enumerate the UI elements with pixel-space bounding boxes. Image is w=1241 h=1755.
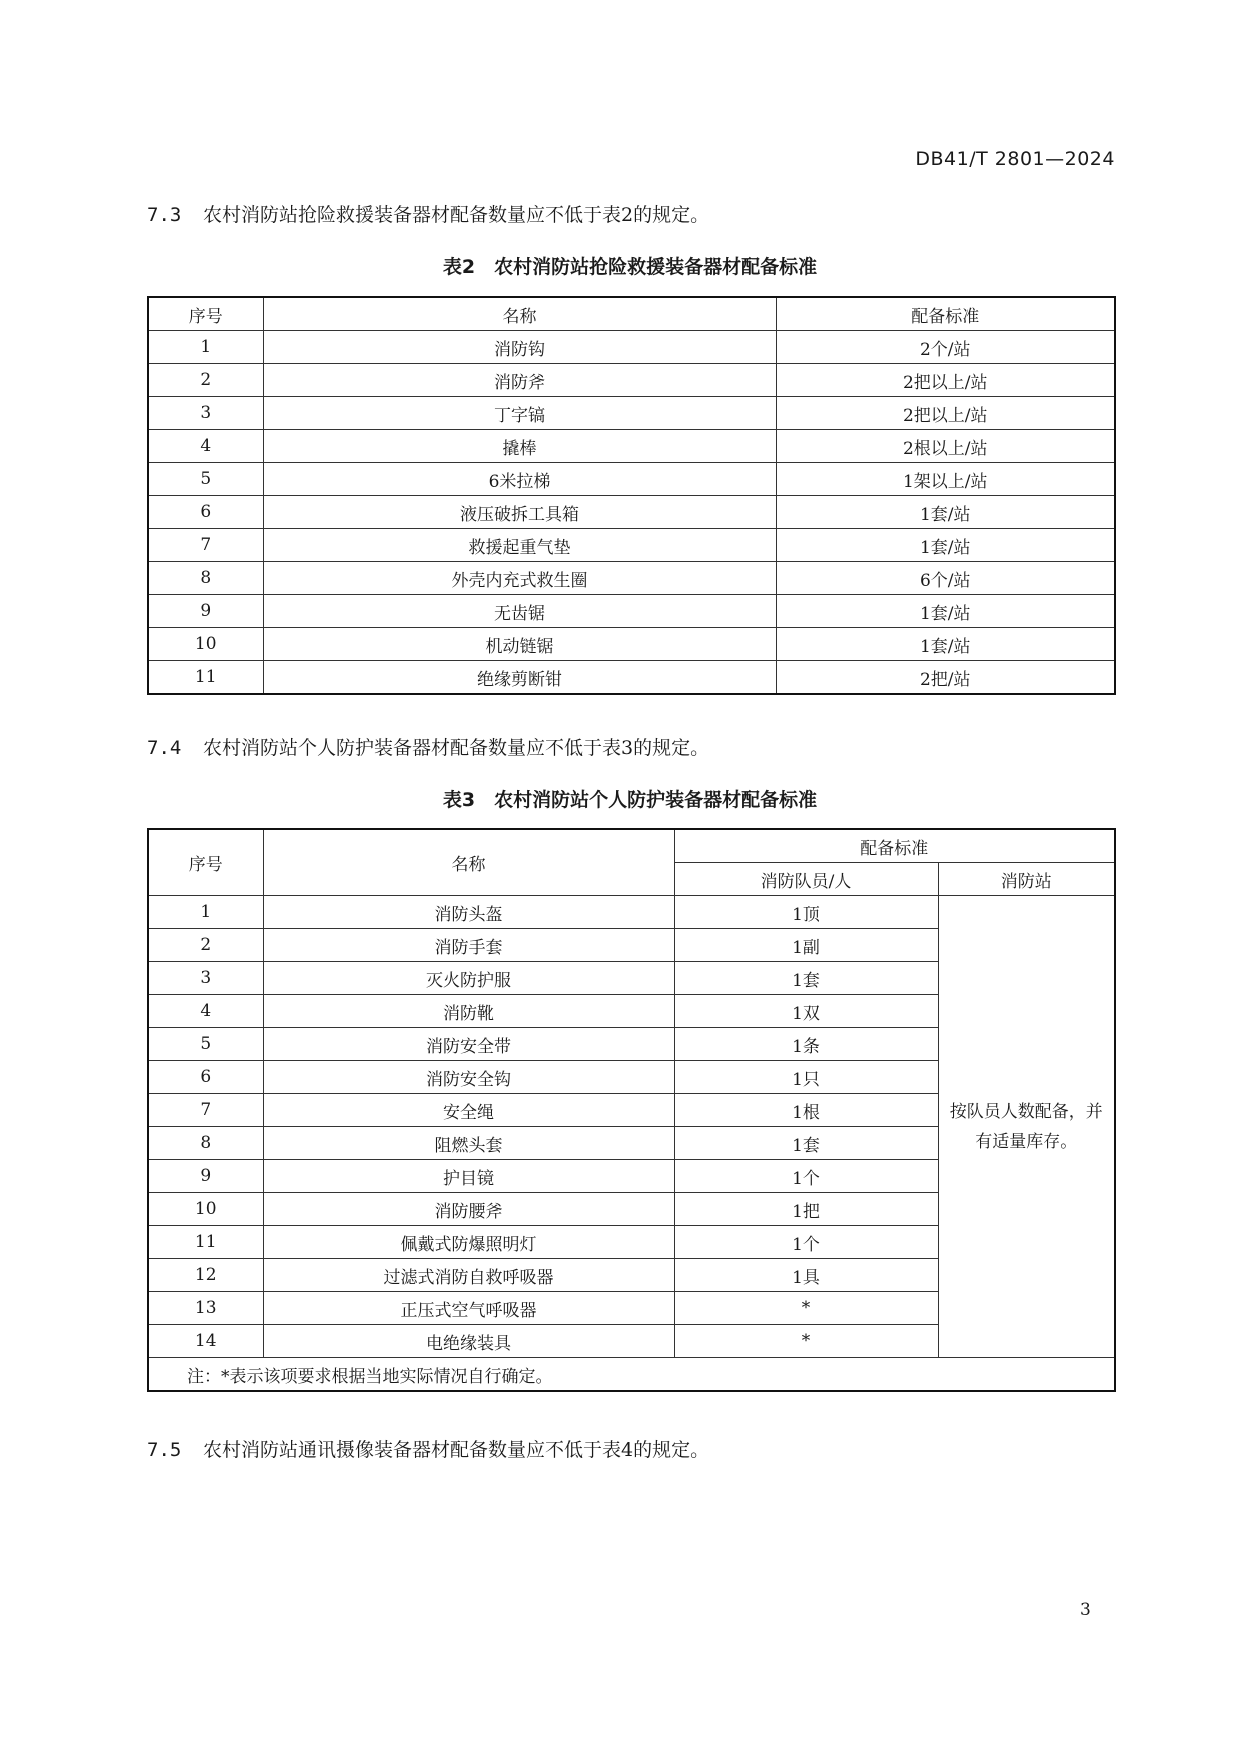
- row-number: 2: [148, 364, 263, 397]
- clause-number: 7.5: [147, 1439, 182, 1461]
- table3-note-row: [148, 1358, 1115, 1392]
- item-name: 液压破拆工具箱: [263, 496, 776, 529]
- table-row: [148, 896, 1115, 929]
- row-number: 11: [148, 1226, 263, 1259]
- row-number: 7: [148, 1094, 263, 1127]
- table-row: [148, 496, 1115, 529]
- row-number: 13: [148, 1292, 263, 1325]
- clause-number: 7.4: [147, 737, 182, 759]
- table2: [147, 296, 1116, 695]
- column-header: 序号: [148, 297, 263, 331]
- clause-7-4: [147, 735, 709, 761]
- member-quota: 1具: [674, 1259, 938, 1292]
- row-number: 5: [148, 463, 263, 496]
- member-quota: *: [674, 1292, 938, 1325]
- clause-number: 7.3: [147, 204, 182, 226]
- row-number: 2: [148, 929, 263, 962]
- column-header-group: 配备标准: [674, 829, 1115, 863]
- row-number: 6: [148, 496, 263, 529]
- table2-body: [148, 331, 1115, 695]
- member-quota: 1顶: [674, 896, 938, 929]
- item-name: 消防钩: [263, 331, 776, 364]
- item-name: 过滤式消防自救呼吸器: [263, 1259, 674, 1292]
- item-name: 消防斧: [263, 364, 776, 397]
- table-row: [148, 397, 1115, 430]
- column-header: 消防队员/人: [674, 863, 938, 896]
- row-number: 10: [148, 1193, 263, 1226]
- item-name: 正压式空气呼吸器: [263, 1292, 674, 1325]
- row-number: 3: [148, 962, 263, 995]
- item-name: 灭火防护服: [263, 962, 674, 995]
- row-number: 12: [148, 1259, 263, 1292]
- quota: 1架以上/站: [776, 463, 1115, 496]
- table-row: [148, 463, 1115, 496]
- row-number: 7: [148, 529, 263, 562]
- table-row: [148, 661, 1115, 695]
- member-quota: 1根: [674, 1094, 938, 1127]
- member-quota: 1个: [674, 1160, 938, 1193]
- row-number: 1: [148, 896, 263, 929]
- table-row: [148, 628, 1115, 661]
- table-row: [148, 364, 1115, 397]
- column-header: 配备标准: [776, 297, 1115, 331]
- row-number: 9: [148, 595, 263, 628]
- item-name: 佩戴式防爆照明灯: [263, 1226, 674, 1259]
- member-quota: 1只: [674, 1061, 938, 1094]
- column-header: 名称: [263, 297, 776, 331]
- clause-text: 农村消防站个人防护装备器材配备数量应不低于表3的规定。: [203, 737, 710, 759]
- table-note: 注：*表示该项要求根据当地实际情况自行确定。: [148, 1358, 1115, 1392]
- member-quota: 1套: [674, 962, 938, 995]
- item-name: 阻燃头套: [263, 1127, 674, 1160]
- item-name: 消防头盔: [263, 896, 674, 929]
- item-name: 安全绳: [263, 1094, 674, 1127]
- item-name: 外壳内充式救生圈: [263, 562, 776, 595]
- member-quota: 1个: [674, 1226, 938, 1259]
- table-row: [148, 562, 1115, 595]
- table3: [147, 828, 1116, 1392]
- row-number: 1: [148, 331, 263, 364]
- column-header: 名称: [263, 829, 674, 896]
- clause-text: 农村消防站通讯摄像装备器材配备数量应不低于表4的规定。: [203, 1439, 710, 1461]
- quota: 2根以上/站: [776, 430, 1115, 463]
- item-name: 无齿锯: [263, 595, 776, 628]
- member-quota: 1把: [674, 1193, 938, 1226]
- row-number: 10: [148, 628, 263, 661]
- table3-header-row: [148, 829, 1115, 863]
- item-name: 丁字镐: [263, 397, 776, 430]
- item-name: 消防手套: [263, 929, 674, 962]
- row-number: 4: [148, 430, 263, 463]
- table-row: [148, 529, 1115, 562]
- member-quota: 1套: [674, 1127, 938, 1160]
- quota: 1套/站: [776, 595, 1115, 628]
- quota: 2把/站: [776, 661, 1115, 695]
- quota: 1套/站: [776, 496, 1115, 529]
- row-number: 3: [148, 397, 263, 430]
- item-name: 救援起重气垫: [263, 529, 776, 562]
- row-number: 6: [148, 1061, 263, 1094]
- row-number: 8: [148, 562, 263, 595]
- table2-header-row: [148, 297, 1115, 331]
- quota: 2个/站: [776, 331, 1115, 364]
- member-quota: *: [674, 1325, 938, 1358]
- member-quota: 1双: [674, 995, 938, 1028]
- clause-7-5: [147, 1437, 709, 1463]
- item-name: 绝缘剪断钳: [263, 661, 776, 695]
- row-number: 9: [148, 1160, 263, 1193]
- column-header: 消防站: [938, 863, 1115, 896]
- quota: 6个/站: [776, 562, 1115, 595]
- item-name: 护目镜: [263, 1160, 674, 1193]
- row-number: 5: [148, 1028, 263, 1061]
- item-name: 消防腰斧: [263, 1193, 674, 1226]
- row-number: 8: [148, 1127, 263, 1160]
- row-number: 4: [148, 995, 263, 1028]
- table-row: [148, 595, 1115, 628]
- table3-body: [148, 896, 1115, 1358]
- quota: 1套/站: [776, 529, 1115, 562]
- item-name: 消防安全带: [263, 1028, 674, 1061]
- table2-caption: 表2 农村消防站抢险救援装备器材配备标准: [442, 256, 818, 278]
- quota: 2把以上/站: [776, 397, 1115, 430]
- item-name: 机动链锯: [263, 628, 776, 661]
- row-number: 11: [148, 661, 263, 695]
- item-name: 撬棒: [263, 430, 776, 463]
- quota: 2把以上/站: [776, 364, 1115, 397]
- table-row: [148, 430, 1115, 463]
- table-row: [148, 331, 1115, 364]
- row-number: 14: [148, 1325, 263, 1358]
- page-number: 3: [1080, 1600, 1091, 1620]
- item-name: 消防靴: [263, 995, 674, 1028]
- item-name: 电绝缘装具: [263, 1325, 674, 1358]
- clause-text: 农村消防站抢险救援装备器材配备数量应不低于表2的规定。: [203, 204, 710, 226]
- member-quota: 1条: [674, 1028, 938, 1061]
- station-quota: 按队员人数配备，并有适量库存。: [938, 896, 1115, 1358]
- clause-7-3: [147, 202, 709, 228]
- column-header: 序号: [148, 829, 263, 896]
- table3-caption: 表3 农村消防站个人防护装备器材配备标准: [442, 789, 818, 811]
- quota: 1套/站: [776, 628, 1115, 661]
- member-quota: 1副: [674, 929, 938, 962]
- item-name: 6米拉梯: [263, 463, 776, 496]
- document-code: DB41/T 2801—2024: [915, 148, 1115, 170]
- item-name: 消防安全钩: [263, 1061, 674, 1094]
